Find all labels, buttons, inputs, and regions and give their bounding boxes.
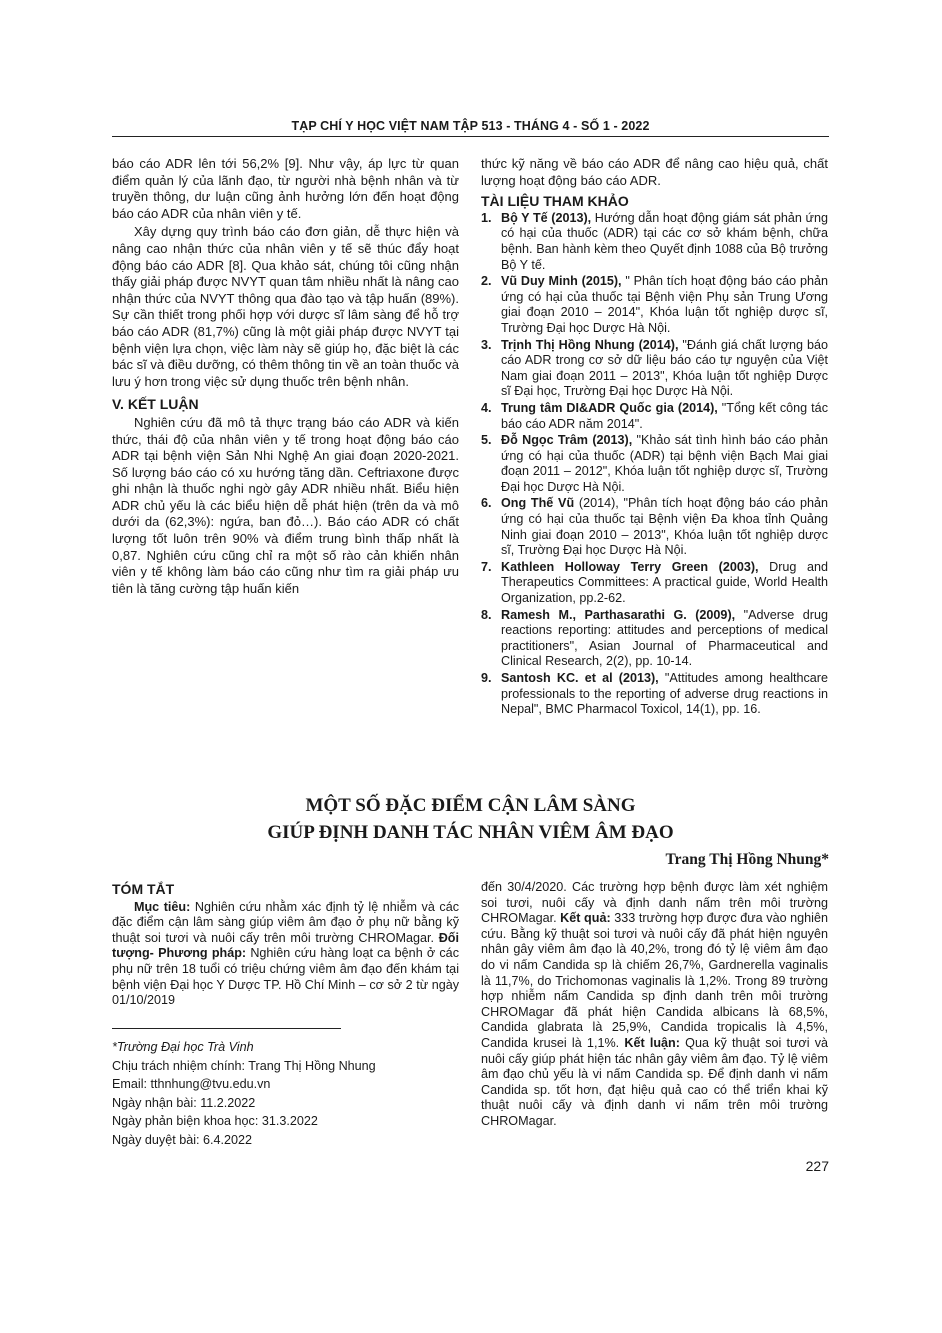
- reference-item: [481, 608, 828, 670]
- methods-label: Đối tượng- Phương pháp:: [112, 930, 459, 961]
- reference-number: 7.: [481, 559, 492, 574]
- conclusion-paragraph: Nghiên cứu đã mô tả thực trạng báo cáo ADR và kiến thức, thái độ của nhân viên y tế trong hoạt động báo cáo ADR tại bệnh viện Sản Nhi Nghệ An giai đoạn 2020-2021. Số lượng báo cáo có xu hướng tăng dần. Ceftriaxone được ghi nhận là thuốc nghi ngờ gây ADR nhiều nhất. Biểu hiện ADR chủ yếu là các biểu hiện dễ phát hiện (trên da và mô dưới da (62,3%): ngứa, ban đỏ…). Báo cáo ADR có chất lượng tốt luôn trên 90% và điểm trung bình thấp nhất là 0,87. Nghiên cứu cũng chỉ ra một số rào cản khiến nhân viên y tế không làm báo cáo cũng như tìm ra giải pháp ưu tiên là tăng cường tập huấn kiến: [112, 414, 459, 596]
- abstract-left-column: [112, 882, 459, 1009]
- reference-author: Trịnh Thị Hồng Nhung (2014),: [501, 337, 679, 352]
- reference-author: Bộ Y Tế (2013),: [501, 210, 592, 225]
- abstract-heading: TÓM TẮT: [112, 881, 175, 897]
- objective-text: Nghiên cứu nhằm xác định tỷ lệ nhiễm và các đặc điểm cận lâm sàng giúp viêm âm đạo ở phụ nữ bằng kỹ thuật soi tươi và nuôi cấy trên môi trường CHROMagar.: [112, 899, 459, 945]
- conclusion-continuation: thức kỹ năng về báo cáo ADR để nâng cao hiệu quả, chất lượng hoạt động báo cáo ADR.: [481, 156, 828, 188]
- reference-author: Santosh KC. et al (2013),: [501, 671, 659, 685]
- header-divider: [112, 136, 829, 137]
- left-column-top: [112, 156, 459, 597]
- reference-number: 5.: [481, 433, 492, 448]
- methods-continuation: đến 30/4/2020. Các trường hợp bệnh được làm xét nghiệm soi tươi, nuôi cấy và định danh nấm trên môi trường CHROMagar.: [481, 880, 828, 926]
- reference-item: [481, 401, 828, 432]
- reference-author: Ramesh M., Parthasarathi G. (2009),: [501, 607, 736, 622]
- footnotes: [112, 1038, 459, 1150]
- abstract-paragraph-2: [481, 880, 828, 1130]
- reference-author: Kathleen Holloway Terry Green (2003),: [501, 559, 759, 574]
- article-title-line-1: MỘT SỐ ĐẶC ĐIỂM CẬN LÂM SÀNG: [305, 795, 636, 816]
- objective-label: Mục tiêu:: [134, 899, 191, 914]
- reference-item: [481, 496, 828, 558]
- reference-text: "Tổng kết công tác báo cáo ADR năm 2014".: [501, 400, 828, 431]
- footnote-affiliation: *Trường Đại học Trà Vinh: [112, 1040, 254, 1054]
- footnote-approved: Ngày duyệt bài: 6.4.2022: [112, 1132, 253, 1147]
- reference-item: [481, 433, 828, 495]
- article-author: Trang Thị Hồng Nhung*: [665, 851, 829, 868]
- reference-number: 2.: [481, 274, 492, 289]
- reference-text: "Adverse drug reactions reporting: attitudes and perceptions of medical practitioners", Asian Journal of Pharmaceutical and Clinical Research, 2(2), pp. 10-14.: [501, 607, 828, 669]
- reference-item: [481, 211, 828, 273]
- footnote-divider: [112, 1028, 341, 1029]
- footnote-reviewed: Ngày phản biện khoa học: 31.3.2022: [112, 1114, 318, 1129]
- reference-item: [481, 274, 828, 336]
- footnote-email: Email: tthnhung@tvu.edu.vn: [112, 1077, 271, 1092]
- abstract-conclusion-text: Qua kỹ thuật soi tươi và nuôi cấy giúp phát hiện tác nhân gây viêm âm đạo. Tỷ lệ viêm âm đạo chủ yếu là vi nấm Candida sp. Để định danh vi nấm Candida sp. tốt hơn, đạt hiệu quả cao có thể triển khai kỹ thuật nuôi cấy và định danh vi nấm trên môi trường CHROMagar.: [481, 1035, 829, 1128]
- reference-author: Trung tâm DI&ADR Quốc gia (2014),: [501, 400, 718, 415]
- reference-text: "Khảo sát tình hình báo cáo phản ứng có hại của thuốc (ADR) tại bệnh viện Bạch Mai giai đoạn 2011 – 2012", Khóa luận tốt nghiệp dược sĩ, Trường Đại học Dược Hà Nội.: [501, 433, 828, 494]
- reference-text: "Đánh giá chất lượng báo cáo ADR trong cơ sở dữ liệu báo cáo tự nguyện của Việt Nam giai đoạn 2011 – 2013", Khóa luận tốt nghiệp Dược sĩ Đại học, Trường Đại học Dược Hà Nội.: [501, 337, 828, 399]
- reference-item: [481, 560, 828, 607]
- reference-number: 6.: [481, 496, 492, 511]
- reference-text: " Phân tích hoạt động báo cáo phản ứng có hại của thuốc tại Bệnh viện Phụ sản Trung Ương giai đoạn 2010 – 2014", Khóa luận tốt nghiệp dược sĩ, Trường Đại học Dược Hà Nội.: [501, 274, 828, 335]
- reference-number: 1.: [481, 210, 492, 225]
- journal-running-header: TẠP CHÍ Y HỌC VIỆT NAM TẬP 513 - THÁNG 4 - SỐ 1 - 2022: [291, 119, 650, 133]
- footnote-received: Ngày nhận bài: 11.2.2022: [112, 1095, 256, 1110]
- abstract-paragraph-1: [112, 900, 459, 1009]
- article-title-line-2: GIÚP ĐỊNH DANH TÁC NHÂN VIÊM ÂM ĐẠO: [267, 822, 674, 843]
- reference-text: (2014), "Phân tích hoạt động báo cáo phản ứng có hại của thuốc tại Bệnh viện Đa khoa tỉnh Quảng Ninh giai đoạn 2010 – 2013", Khóa luận tốt nghiệp dược sĩ, Trường Đại học Dược Hà Nội.: [501, 496, 828, 558]
- right-column-top: [481, 156, 828, 719]
- reference-author: Ong Thế Vũ: [501, 496, 575, 511]
- reference-number: 4.: [481, 400, 492, 415]
- page-number: 227: [805, 1158, 829, 1174]
- references-heading: TÀI LIỆU THAM KHẢO: [481, 193, 629, 210]
- reference-number: 8.: [481, 607, 492, 622]
- reference-text: "Attitudes among healthcare professionals to the reporting of adverse drug reactions in Nepal", BMC Pharmacol Toxicol, 14(1), pp. 16.: [501, 671, 829, 717]
- discussion-paragraph-2: Xây dựng quy trình báo cáo đơn giản, dễ thực hiện và nâng cao nhận thức của nhân viên y tế sẽ thúc đẩy hoạt động báo cáo ADR [8]. Qua khảo sát, chúng tôi cũng nhận thấy giải pháp được NVYT quan tâm nhiều nhất là nâng cao nhận thức của NVYT thông qua đào tạo và tập huấn (89%). Sự cần thiết trong phối hợp với dược sĩ lâm sàng để hỗ trợ báo cáo ADR (81,7%) cũng là một giải pháp được NVYT tại bệnh viện lựa chọn, việc làm này sẽ giúp họ, đặc biệt là các bác sĩ và điều dưỡng, có thêm thông tin về an toàn thuốc và lưu ý hơn trong việc sử dụng thuốc trên bệnh nhân.: [112, 224, 459, 389]
- reference-number: 3.: [481, 337, 492, 352]
- results-label: Kết quả:: [560, 911, 611, 926]
- conclusion-label: Kết luận:: [624, 1035, 680, 1050]
- reference-number: 9.: [481, 671, 492, 685]
- conclusion-heading: V. KẾT LUẬN: [112, 396, 199, 413]
- article-title: [112, 792, 829, 846]
- references-list: [481, 211, 828, 718]
- reference-author: Đỗ Ngọc Trâm (2013),: [501, 433, 633, 448]
- abstract-right-column: [481, 880, 828, 1130]
- reference-item: [481, 338, 828, 400]
- reference-item: [481, 671, 828, 718]
- reference-author: Vũ Duy Minh (2015),: [501, 274, 622, 289]
- footnote-responsible: Chịu trách nhiệm chính: Trang Thị Hồng Nhung: [112, 1058, 376, 1073]
- methods-text: Nghiên cứu hàng loạt ca bệnh ở các phụ nữ trên 18 tuổi có triệu chứng viêm âm đạo đến khám tại bệnh viện Đại học Y Dược TP. Hồ Chí Minh – cơ sở 2 từ ngày 01/10/2019: [112, 946, 459, 1008]
- results-text: 333 trường hợp được đưa vào nghiên cứu. Bằng kỹ thuật soi tươi và nuôi cấy đã phát hiện nguyên nhân gây viêm âm đạo là 40,2%, trong đó tỷ lệ viêm âm đạo do vi nấm Candida sp là chiếm 26,7%, Gardnerella vaginalis là 11,7%, do Trichomonas vaginalis là 1,2%. Trong 89 trường hợp nhiễm nấm Candida sp định danh trên môi trường CHROMagar đã phát hiện Candida albicans là 68,5%, Candida glabrata là 25,9%, Candida tropicalis là 4,5%, Candida krusei là 1,1%.: [481, 911, 828, 1050]
- reference-text: Drug and Therapeutics Committees: A practical guide, World Health Organization, pp.2-62.: [501, 559, 828, 606]
- reference-text: Hướng dẫn hoạt động giám sát phản ứng có hại của thuốc (ADR) tại các cơ sở khám bệnh, chữa bệnh. Ban hành kèm theo Quyết định 1088 của Bộ trưởng Bộ Y tế.: [501, 210, 828, 272]
- discussion-paragraph-1: báo cáo ADR lên tới 56,2% [9]. Như vậy, áp lực từ quan điểm quản lý của lãnh đạo, từ người nhà bệnh nhân và từ truyền thông, dư luận cũng ảnh hưởng lớn đến hoạt động báo cáo ADR của nhân viên y tế.: [112, 156, 459, 221]
